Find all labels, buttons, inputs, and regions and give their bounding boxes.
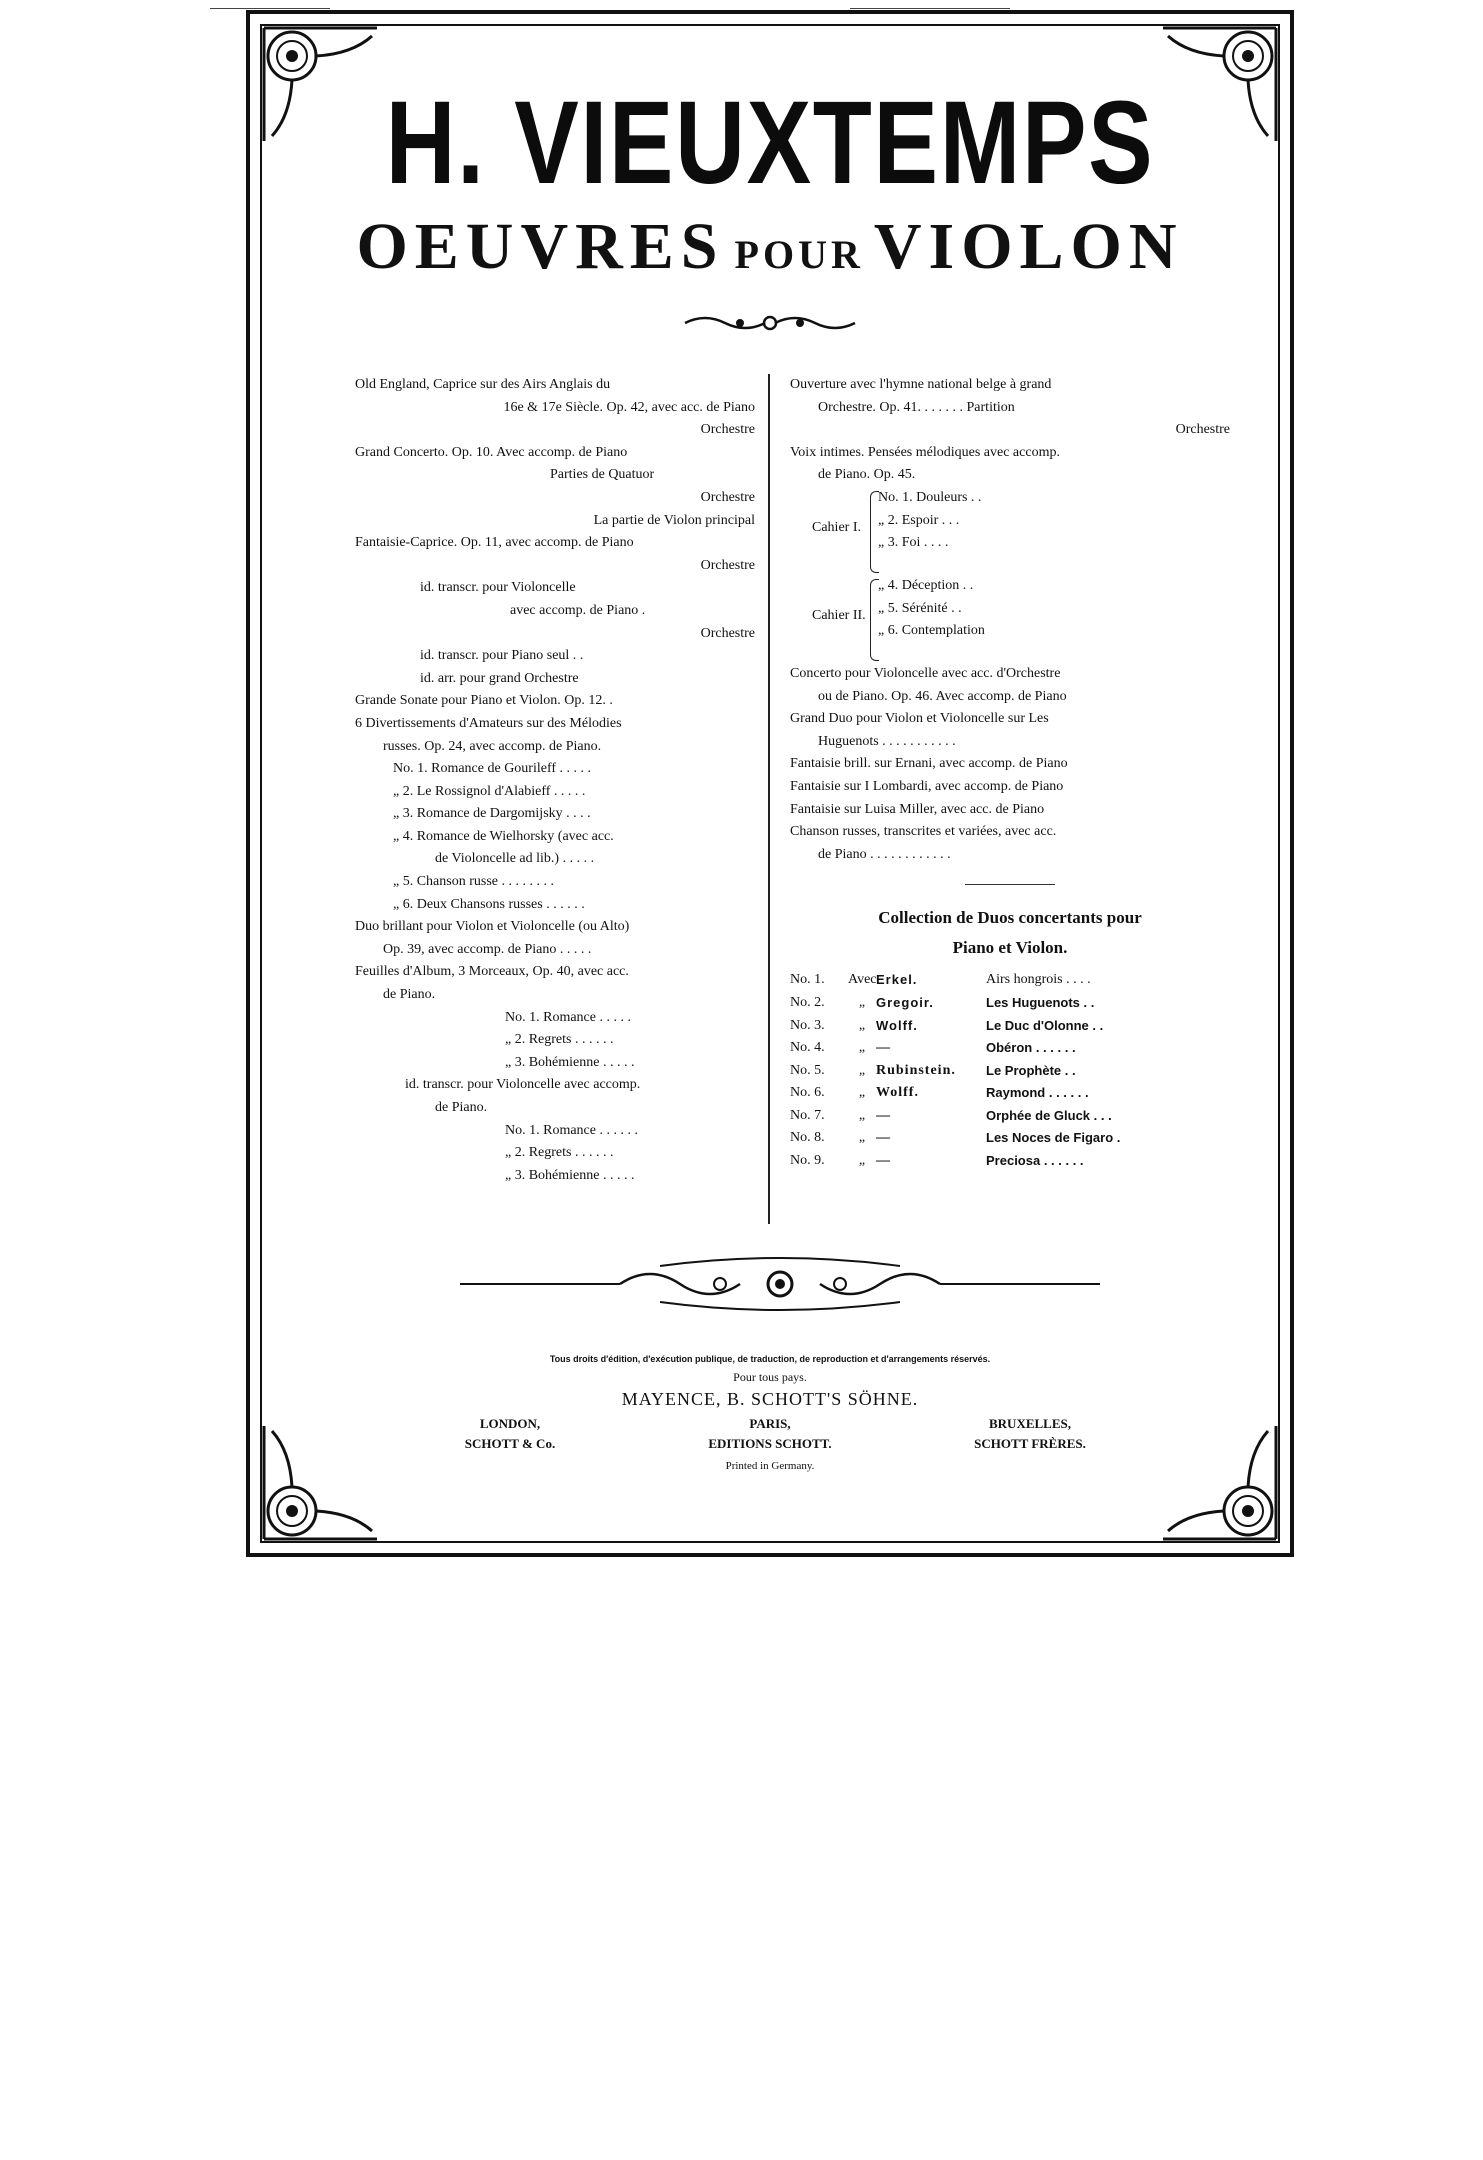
catalog-entry: 16e & 17e Siècle. Op. 42, avec acc. de Piano bbox=[503, 399, 755, 415]
catalog-entry: ou de Piano. Op. 46. Avec accomp. de Piano bbox=[818, 688, 1067, 704]
list-item bbox=[790, 1037, 1230, 1060]
catalog-entry: Voix intimes. Pensées mélodiques avec accomp. bbox=[790, 444, 1060, 460]
city-name: PARIS, bbox=[749, 1416, 791, 1431]
catalog-entry: id. arr. pour grand Orchestre bbox=[420, 670, 579, 686]
duo-composer: — bbox=[876, 1040, 891, 1056]
catalog-entry: de Piano. bbox=[383, 987, 436, 1003]
duo-composer: Erkel. bbox=[876, 972, 918, 988]
duo-composer: — bbox=[876, 1107, 891, 1123]
duo-number: No. 7. bbox=[790, 1107, 825, 1123]
catalog-entry: „ 3. Bohémienne . . . . . bbox=[505, 1167, 635, 1183]
duo-mark: „ bbox=[858, 1017, 866, 1033]
cahier-label: Cahier II. bbox=[812, 607, 866, 623]
catalog-entry: Orchestre bbox=[1175, 422, 1230, 438]
catalog-entry: No. 1. Romance de Gourileff . . . . . bbox=[393, 761, 592, 777]
title-page-frame bbox=[246, 10, 1294, 1557]
catalog-entry: Duo brillant pour Violon et Violoncelle (ou Alto) bbox=[355, 919, 630, 935]
catalog-entry: id. transcr. pour Violoncelle bbox=[420, 580, 576, 596]
duo-number: No. 4. bbox=[790, 1040, 825, 1056]
city-firm: SCHOTT & Co. bbox=[464, 1436, 556, 1451]
section-rule bbox=[965, 884, 1055, 885]
catalog-entry: „ 2. Le Rossignol d'Alabieff . . . . . bbox=[393, 783, 586, 799]
catalog-entry: Ouverture avec l'hymne national belge à grand bbox=[790, 377, 1052, 392]
catalog-entry: Orchestre. Op. 41. . . . . . . Partition bbox=[818, 399, 1015, 415]
catalog-entry: „ 2. Regrets . . . . . . bbox=[505, 1145, 614, 1161]
catalog-entry: Fantaisie brill. sur Ernani, avec accomp. de Piano bbox=[790, 756, 1068, 772]
duo-number: No. 2. bbox=[790, 994, 825, 1010]
flourish-ornament-icon bbox=[680, 310, 860, 336]
top-rule-right bbox=[850, 8, 1010, 9]
catalog-entry: Fantaisie-Caprice. Op. 11, avec accomp. de Piano bbox=[355, 535, 634, 551]
duo-mark: „ bbox=[858, 1040, 866, 1056]
catalog-entry: La partie de Violon principal bbox=[593, 512, 755, 528]
catalog-entry: Op. 39, avec accomp. de Piano . . . . . bbox=[383, 941, 592, 957]
catalog-entry: id. transcr. pour Violoncelle avec accomp. bbox=[405, 1077, 641, 1093]
cahier-item: „ 6. Contemplation bbox=[878, 623, 985, 639]
composer-title: H. VIEUXTEMPS bbox=[385, 77, 1155, 209]
catalog-entry: Orchestre bbox=[700, 422, 755, 438]
duo-work: Preciosa . . . . . . bbox=[986, 1153, 1084, 1169]
city-london bbox=[415, 1414, 605, 1454]
catalog-entry: de Piano. bbox=[435, 1100, 488, 1115]
right-catalog-column bbox=[790, 374, 1230, 1173]
duo-mark: „ bbox=[858, 1062, 866, 1078]
duo-composer: — bbox=[876, 1130, 891, 1146]
cahier-item: No. 1. Douleurs . . bbox=[878, 489, 982, 505]
duo-work: Raymond . . . . . . bbox=[986, 1085, 1089, 1101]
catalog-entry: No. 1. Romance . . . . . . bbox=[505, 1122, 638, 1138]
catalog-entry: Old England, Caprice sur des Airs Anglais du bbox=[355, 377, 611, 392]
list-item bbox=[790, 992, 1230, 1015]
catalog-entry: „ 5. Chanson russe . . . . . . . . bbox=[393, 874, 554, 890]
cahier-item: „ 5. Sérénité . . bbox=[878, 600, 962, 616]
column-divider bbox=[768, 374, 770, 1224]
page-subtitle bbox=[250, 210, 1290, 283]
duo-number: No. 9. bbox=[790, 1153, 825, 1169]
catalog-entry: Grande Sonate pour Piano et Violon. Op. 12. . bbox=[355, 693, 613, 709]
catalog-entry: Orchestre bbox=[700, 625, 755, 641]
publisher-footer bbox=[250, 1354, 1290, 1472]
catalog-entry: Fantaisie sur Luisa Miller, avec acc. de Piano bbox=[790, 801, 1045, 817]
list-item bbox=[790, 1105, 1230, 1128]
cahier-item: „ 2. Espoir . . . bbox=[878, 512, 960, 528]
catalog-entry: Orchestre bbox=[700, 557, 755, 573]
catalog-entry: „ 4. Romance de Wielhorsky (avec acc. bbox=[393, 828, 614, 844]
publisher-name: MAYENCE, B. SCHOTT'S SÖHNE. bbox=[621, 1389, 919, 1409]
catalog-entry: Fantaisie sur I Lombardi, avec accomp. de Piano bbox=[790, 778, 1064, 794]
duo-mark: „ bbox=[858, 1085, 866, 1101]
duo-composer: Rubinstein. bbox=[876, 1062, 956, 1078]
cahier-group bbox=[790, 575, 1230, 663]
list-item bbox=[790, 969, 1230, 992]
rights-scope: Pour tous pays. bbox=[733, 1370, 807, 1384]
duo-composer: Wolff. bbox=[876, 1085, 919, 1101]
catalog-entry: „ 6. Deux Chansons russes . . . . . . bbox=[393, 896, 585, 912]
list-item bbox=[790, 1127, 1230, 1150]
duo-composer: Wolff. bbox=[876, 1017, 918, 1033]
catalog-entry: „ 3. Romance de Dargomijsky . . . . bbox=[393, 806, 591, 822]
duos-list bbox=[790, 969, 1230, 1172]
duo-work: Les Huguenots . . bbox=[986, 994, 1095, 1010]
catalog-entry: de Piano. Op. 45. bbox=[818, 467, 916, 483]
printed-in: Printed in Germany. bbox=[725, 1460, 815, 1472]
duo-mark: „ bbox=[858, 1107, 866, 1123]
city-name: BRUXELLES, bbox=[989, 1416, 1071, 1431]
cahier-group bbox=[790, 487, 1230, 575]
subtitle-oeuvres: OEUVRES bbox=[356, 210, 725, 283]
duo-number: No. 5. bbox=[790, 1062, 825, 1078]
catalog-entry: Grand Duo pour Violon et Violoncelle sur Les bbox=[790, 711, 1049, 727]
cahier-item: „ 3. Foi . . . . bbox=[878, 535, 949, 551]
city-firm: SCHOTT FRÈRES. bbox=[974, 1436, 1086, 1451]
catalog-entry: avec accomp. de Piano . bbox=[510, 602, 646, 618]
duo-mark: „ bbox=[858, 994, 866, 1010]
collection-title: Piano et Violon. bbox=[952, 938, 1068, 958]
catalog-entry: Huguenots . . . . . . . . . . . bbox=[818, 733, 956, 749]
duo-work: Le Prophète . . bbox=[986, 1062, 1076, 1078]
duo-work: Les Noces de Figaro . bbox=[986, 1130, 1121, 1146]
catalog-entry: Grand Concerto. Op. 10. Avec accomp. de Piano bbox=[355, 444, 628, 460]
cahier-label: Cahier I. bbox=[812, 519, 861, 535]
duo-mark: „ bbox=[858, 1130, 866, 1146]
duo-composer: Gregoir. bbox=[876, 994, 934, 1010]
list-item bbox=[790, 1015, 1230, 1038]
catalog-entry: Concerto pour Violoncelle avec acc. d'Orchestre bbox=[790, 665, 1061, 681]
catalog-entry: Feuilles d'Album, 3 Morceaux, Op. 40, avec acc. bbox=[355, 964, 629, 980]
duo-work: Obéron . . . . . . bbox=[986, 1040, 1076, 1056]
catalog-entry: Orchestre bbox=[700, 489, 755, 505]
city-firm: EDITIONS SCHOTT. bbox=[708, 1436, 832, 1451]
list-item bbox=[790, 1150, 1230, 1173]
duo-work: Airs hongrois . . . . bbox=[986, 972, 1091, 988]
duo-mark: „ bbox=[858, 1153, 866, 1169]
catalog-entry: Parties de Quatuor bbox=[550, 467, 655, 483]
catalog-entry: Chanson russes, transcrites et variées, avec acc. bbox=[790, 824, 1057, 840]
duo-number: No. 8. bbox=[790, 1130, 825, 1146]
catalog-entry: „ 2. Regrets . . . . . . bbox=[505, 1032, 614, 1048]
city-name: LONDON, bbox=[479, 1416, 541, 1431]
duo-number: No. 6. bbox=[790, 1085, 825, 1101]
duo-mark: Avec bbox=[848, 972, 877, 988]
duo-work: Le Duc d'Olonne . . bbox=[986, 1017, 1104, 1033]
list-item bbox=[790, 1082, 1230, 1105]
catalog-entry: 6 Divertissements d'Amateurs sur des Mélodies bbox=[355, 715, 622, 731]
city-bruxelles bbox=[935, 1414, 1125, 1454]
left-catalog-column bbox=[355, 374, 755, 1187]
rights-notice: Tous droits d'édition, d'exécution publique, de traduction, de reproduction et d'arrangements réservés. bbox=[549, 1354, 991, 1364]
catalog-entry: „ 3. Bohémienne . . . . . bbox=[505, 1054, 635, 1070]
catalog-entry: russes. Op. 24, avec accomp. de Piano. bbox=[383, 738, 602, 754]
catalog-entry: de Violoncelle ad lib.) . . . . . bbox=[435, 851, 595, 867]
publisher-cities bbox=[250, 1414, 1290, 1454]
city-paris bbox=[675, 1414, 865, 1454]
catalog-entry: No. 1. Romance . . . . . bbox=[505, 1009, 631, 1025]
subtitle-violon: VIOLON bbox=[873, 210, 1184, 283]
duo-work: Orphée de Gluck . . . bbox=[986, 1107, 1112, 1123]
cahier-item: „ 4. Déception . . bbox=[878, 577, 974, 593]
catalog-entry: de Piano . . . . . . . . . . . . bbox=[818, 846, 951, 862]
list-item bbox=[790, 1060, 1230, 1083]
top-rule-left bbox=[210, 8, 330, 9]
duo-composer: — bbox=[876, 1153, 891, 1169]
catalog-entry: id. transcr. pour Piano seul . . bbox=[420, 648, 584, 664]
subtitle-pour: POUR bbox=[734, 232, 864, 277]
bottom-flourish-ornament-icon bbox=[460, 1254, 1100, 1314]
duo-number: No. 3. bbox=[790, 1017, 825, 1033]
collection-title: Collection de Duos concertants pour bbox=[878, 908, 1142, 928]
duo-number: No. 1. bbox=[790, 972, 825, 988]
